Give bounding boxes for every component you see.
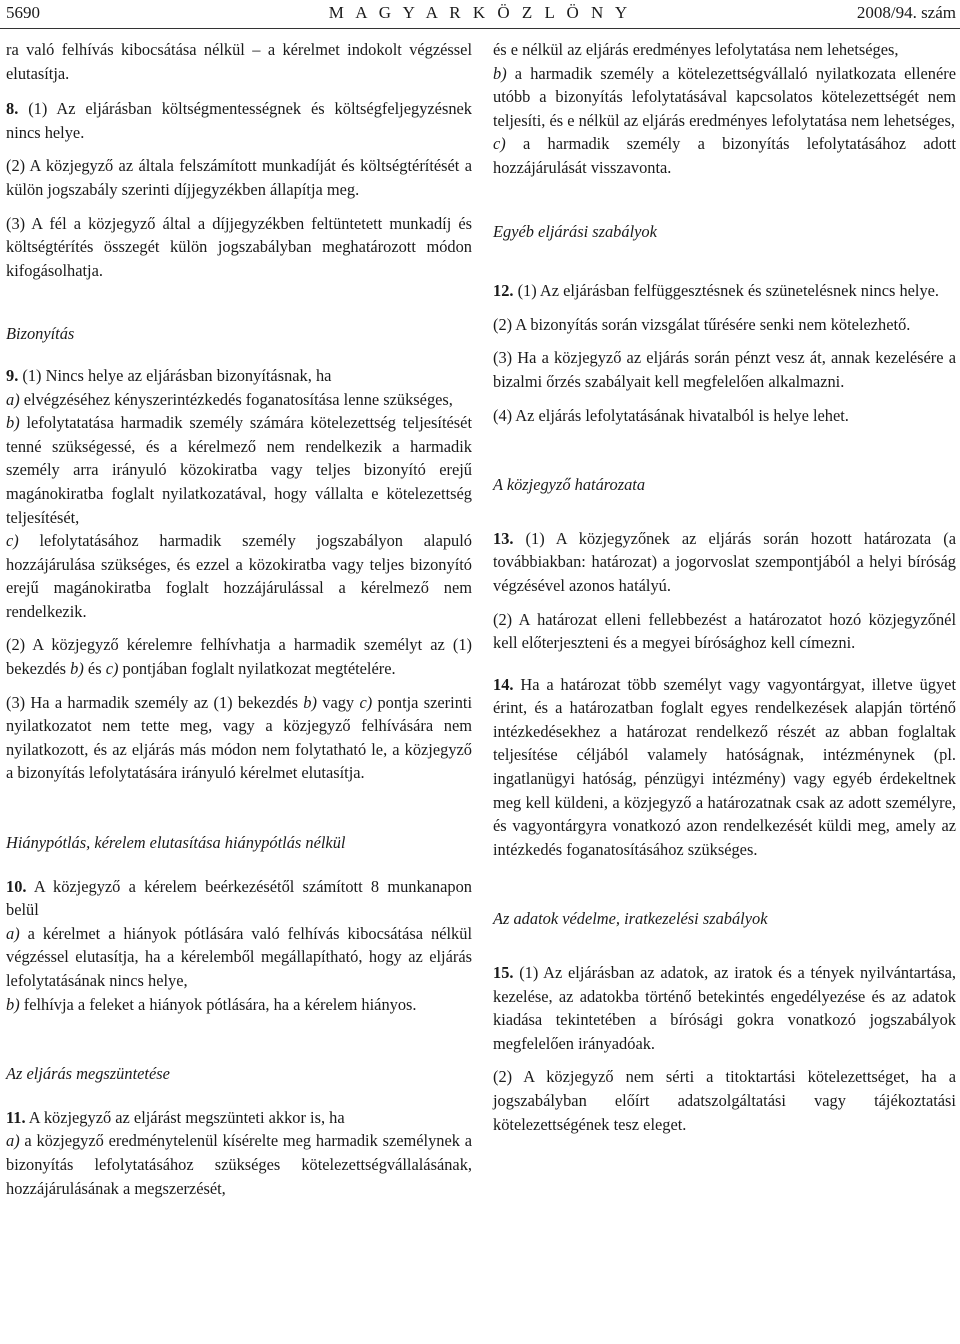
point-text: a harmadik személy a bizonyítás lefolytatásához adott hozzájárulását visszavonta.: [493, 134, 956, 177]
section-15-paragraph-2: (2) A közjegyző nem sérti a titoktartási kötelezettséget, ha a jogszabályban előírt adatszolgáltatási vagy tájékoztatási kötelezettségének tesz eleget.: [493, 1067, 956, 1134]
section-number: 11.: [6, 1107, 26, 1127]
section-11-point-a: [6, 1129, 472, 1200]
section-heading-megszuntetes: Az eljárás megszüntetése: [6, 1064, 170, 1084]
section-13-paragraph-2: (2) A határozat elleni fellebbezést a határozatot hozó közjegyzőnél kell előterjeszteni és a megyei bírósághoz kell címezni.: [493, 609, 956, 653]
section-number: 12.: [493, 281, 514, 301]
section-number: 8.: [6, 99, 19, 119]
section-12-paragraph-1: [493, 279, 956, 303]
point-label: c): [6, 531, 19, 551]
section-13-paragraph-1: [493, 527, 956, 598]
text-run: pontja szerinti nyilatkozatot nem tette meg, vagy a közjegyző felhívására nem nyilatkozott, és az eljárás más módon nem folytatható le, a közjegyző a bizonyítás lefolytatására irányuló kérelmet elutasítja.: [6, 692, 472, 783]
point-text: felhívja a feleket a hiányok pótlására, ha a kérelem hiányos.: [19, 994, 417, 1014]
point-label: c): [493, 134, 506, 154]
paragraph-continuation: ra való felhívás kibocsátása nélkül – a kérelmet indokolt végzéssel elutasítja.: [6, 40, 472, 83]
section-heading-adatok: Az adatok védelme, iratkezelési szabályok: [493, 909, 768, 929]
point-label: a): [6, 389, 20, 409]
section-9-paragraph-3: [6, 691, 472, 785]
section-12-paragraph-4: (4) Az eljárás lefolytatásának hivatalból is helye lehet.: [493, 405, 849, 425]
section-11-point-b: [493, 62, 956, 133]
text-run: és: [83, 659, 106, 679]
left-column: [6, 38, 472, 1200]
section-12-paragraph-2: (2) A bizonyítás során vizsgálat tűrésére senki nem kötelezhető.: [493, 314, 911, 334]
section-text: A közjegyző az eljárást megszünteti akkor is, ha: [25, 1107, 345, 1127]
point-label: a): [6, 923, 20, 943]
point-text: elvégzéséhez kényszerintézkedés foganatosítása lenne szükséges,: [19, 389, 453, 409]
section-9-point-c: [6, 529, 472, 623]
section-heading-hatarozat: A közjegyző határozata: [493, 475, 646, 495]
section-8-paragraph-2: (2) A közjegyző az általa felszámított munkadíját és költségtérítését a külön jogszabály szerinti díjjegyzékben állapítja meg.: [6, 156, 472, 199]
section-10-point-b: [6, 993, 472, 1017]
section-number: 14.: [493, 674, 514, 694]
page-header: [0, 0, 960, 30]
section-11-point-c: [493, 132, 956, 179]
right-column: [493, 38, 956, 1146]
section-10-paragraph-1: [6, 875, 472, 922]
point-text: a harmadik személy a kötelezettségvállaló nyilatkozata ellenére utóbb a bizonyítás lefolytatásával kapcsolatos kötelezettségét nem teljesíti, és e nélkül az eljárás eredményes lefolytatása nem lehetséges,: [493, 63, 956, 130]
section-8-paragraph-1: [6, 97, 472, 144]
point-text: a közjegyző eredménytelenül kísérelte meg harmadik személynek a bizonyítás lefolytatásához szükséges kötelezettségvállalásának, hozzájárulásának a megszerzését,: [6, 1131, 472, 1198]
point-label: b): [6, 994, 20, 1014]
section-heading-bizonyitas: Bizonyítás: [6, 324, 75, 344]
point-label: c): [105, 659, 119, 679]
section-8-paragraph-3: (3) A fél a közjegyző által a díjjegyzékben feltüntetett munkadíj és költségtérítés összegét külön jogszabályban meghatározott módon kifogásolhatja.: [6, 213, 472, 280]
section-10-point-a: [6, 922, 472, 993]
paragraph-continuation: és e nélkül az eljárás eredményes lefolytatása nem lehetséges,: [493, 40, 899, 59]
point-text: a kérelmet a hiányok pótlására való felhívás kibocsátása nélkül végzéssel elutasítja, ha a kérelemből megállapítható, hogy az eljárás lefolytatásának nincs helye,: [6, 923, 472, 990]
section-9-point-a: [6, 388, 472, 412]
section-heading-hianypotlas: Hiánypótlás, kérelem elutasítása hiánypótlás nélkül: [6, 833, 346, 853]
section-12-paragraph-3: (3) Ha a közjegyző az eljárás során pénzt vesz át, annak kezelésére a bizalmi őrzés szabályait kell megfelelően alkalmazni.: [493, 348, 956, 391]
section-text: A közjegyző a kérelem beérkezésétől számított 8 munkanapon belül: [6, 876, 472, 920]
section-14-paragraph-1: [493, 673, 956, 862]
section-9-paragraph-1: [6, 364, 472, 388]
section-text: (1) Nincs helye az eljárásban bizonyításnak, ha: [18, 365, 332, 385]
section-15-paragraph-1: [493, 961, 956, 1055]
text-run: (3) Ha a harmadik személy az (1) bekezdés: [6, 692, 304, 712]
point-text: lefolytatatása harmadik személy számára kötelezettség teljesítését tenné szükségessé, és a kérelmező nem rendelkezik a harmadik személy arra irányuló közokiratba vagy teljes bizonyító erejű magánokiratba foglalt nyilatkozatával, hogy vállalta e kötelezettség teljesítését,: [6, 413, 472, 527]
section-number: 10.: [6, 876, 27, 896]
point-label: b): [6, 413, 20, 433]
point-label: c): [359, 692, 373, 712]
journal-title: M A G Y A R K Ö Z L Ö N Y: [328, 3, 632, 22]
header-divider: [0, 28, 960, 29]
section-heading-egyeb: Egyéb eljárási szabályok: [493, 221, 657, 241]
point-label: b): [70, 659, 84, 679]
section-text: (1) Az eljárásban az adatok, az iratok és a tények nyilvántartása, kezelése, az adatokba történő betekintés engedélyezése és az adatok kiadása tekintetében a bírósági gokra vonatkozó jogszabályok megfelelően irányadóak.: [493, 963, 956, 1053]
text-run: pontjában foglalt nyilatkozat megtételére.: [118, 659, 396, 679]
section-text: (1) Az eljárásban költségmentességnek és költségfeljegyzésnek nincs helye.: [6, 99, 472, 142]
section-number: 15.: [493, 963, 514, 983]
point-text: lefolytatásához harmadik személy jogszabályon alapuló hozzájárulása szükséges, és ezzel a közokiratba vagy teljes bizonyító erejű magánokiratba foglalt hozzájárulással a kérelmező nem rendelkezik.: [6, 531, 472, 621]
text-run: (2) A közjegyző kérelemre felhívhatja a harmadik személyt az (1) bekezdés: [6, 635, 472, 679]
section-text: (1) Az eljárásban felfüggesztésnek és szünetelésnek nincs helye.: [513, 281, 940, 301]
section-number: 9.: [6, 365, 19, 385]
point-label: b): [303, 692, 317, 712]
page-number: 5690: [6, 3, 40, 22]
section-9-paragraph-2: [6, 633, 472, 680]
section-9-point-b: [6, 411, 472, 529]
text-run: vagy: [316, 692, 360, 712]
point-label: a): [6, 1131, 20, 1151]
section-11-paragraph-1: [6, 1106, 472, 1130]
section-number: 13.: [493, 528, 514, 548]
section-text: Ha a határozat több személyt vagy vagyontárgyat, illetve ügyet érint, és a határozatban foglalt egyes rendelkezések alapján történő intézkedésekhez a határozat rendelkező részét az abban foglaltak teljesítése céljából valamely hatóságnak, intézménynek (pl. ingatlanügyi hatóság, pénzügyi intézmény) vagy egyéb érdekeltnek meg kell küldeni, a közjegyző a határozatnak csak az adott személyre, és vagyontárgyra vonatkozó azon rendelkezését küldi meg, amely az intézkedés foganatosításához szükséges.: [493, 674, 956, 859]
section-text: (1) A közjegyzőnek az eljárás során hozott határozata (a továbbiakban: határozat) a jogorvoslat szempontjából a helyi bíróság végzésével azonos hatályú.: [493, 528, 956, 595]
issue-number: 2008/94. szám: [856, 3, 956, 22]
point-label: b): [493, 63, 507, 83]
